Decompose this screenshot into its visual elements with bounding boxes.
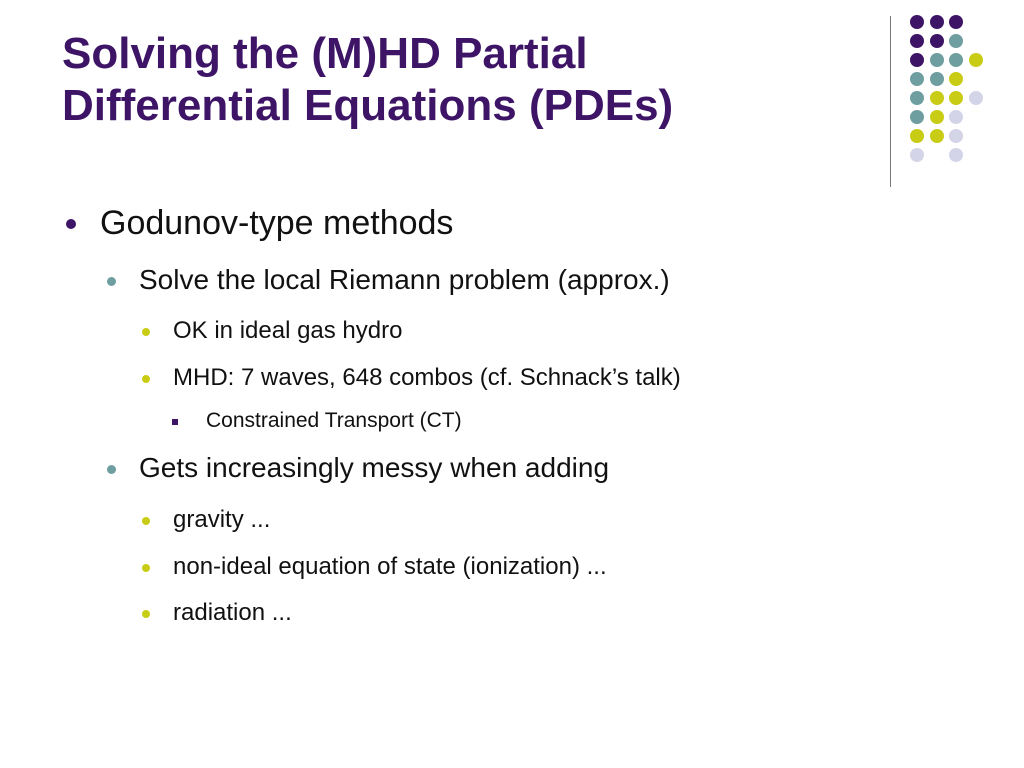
bullet-item-level-3 bbox=[173, 553, 607, 581]
bullet-marker bbox=[107, 465, 116, 474]
bullet-text: gravity ... bbox=[173, 506, 271, 533]
bullet-text: non-ideal equation of state (ionization) ... bbox=[173, 553, 607, 580]
bullet-item-level-2 bbox=[139, 452, 609, 484]
bullet-text: OK in ideal gas hydro bbox=[173, 317, 403, 344]
bullet-marker bbox=[142, 517, 150, 525]
title-line-2: Differential Equations (PDEs) bbox=[62, 81, 674, 130]
bullet-marker bbox=[142, 375, 150, 383]
bullet-text: radiation ... bbox=[173, 599, 292, 626]
bullet-item-level-3 bbox=[173, 317, 402, 345]
bullet-marker bbox=[142, 564, 150, 572]
bullet-item-level-3 bbox=[173, 599, 292, 627]
bullet-item-level-3 bbox=[173, 364, 681, 392]
bullet-text: Constrained Transport (CT) bbox=[206, 409, 462, 432]
bullet-item-level-3 bbox=[173, 506, 270, 534]
bullet-text: Gets increasingly messy when adding bbox=[139, 452, 610, 483]
bullet-item-level-1 bbox=[100, 204, 453, 243]
bullet-text: Solve the local Riemann problem (approx.) bbox=[139, 264, 670, 295]
bullet-marker bbox=[107, 277, 116, 286]
bullet-marker bbox=[172, 419, 178, 425]
bullet-item-level-2 bbox=[139, 264, 670, 296]
bullet-text: Godunov-type methods bbox=[100, 204, 454, 242]
bullet-marker bbox=[142, 610, 150, 618]
bullet-item-level-4 bbox=[206, 409, 462, 433]
bullet-marker bbox=[66, 219, 76, 229]
title-line-1: Solving the (M)HD Partial bbox=[62, 29, 588, 78]
bullet-text: MHD: 7 waves, 648 combos (cf. Schnack’s talk) bbox=[173, 364, 681, 391]
bullet-marker bbox=[142, 328, 150, 336]
